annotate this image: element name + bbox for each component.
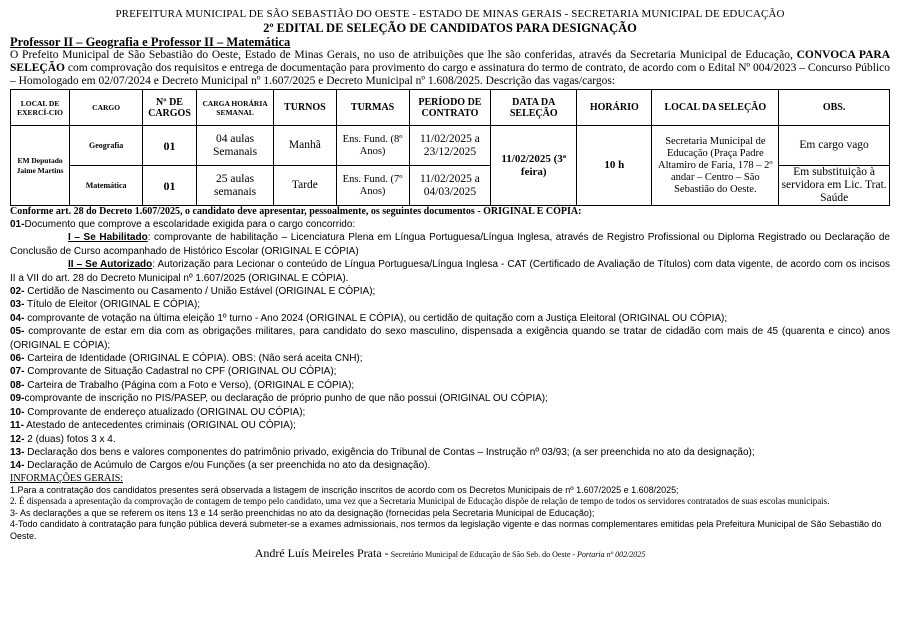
item-number: 11- <box>10 420 24 432</box>
signature-block <box>10 546 890 562</box>
header-data: DATA DA SELEÇÃO <box>491 90 577 126</box>
item-text: Comprovante de endereço atualizado (ORIGINAL OU CÓPIA); <box>24 406 306 418</box>
item-text: Comprovante de Situação Cadastral no CPF (ORIGINAL OU CÓPIA); <box>24 366 337 378</box>
header-num: Nº DE CARGOS <box>143 90 197 126</box>
header-obs: OBS. <box>779 90 890 126</box>
table-row <box>11 126 890 166</box>
item-text: Declaração de Acúmulo de Cargos e/ou Funções (a ser preenchida no ato da designação). <box>24 460 431 472</box>
conforme-statement: Conforme art. 28 do Decreto 1.607/2025, o candidato deve apresentar, pessoalmente, os seguintes documentos - ORIGINAL E CÓPIA: <box>10 206 582 217</box>
cell-turmas: Ens. Fund. (7º Anos) <box>336 166 409 206</box>
document-page <box>10 0 890 562</box>
item-number: 13- <box>10 446 25 458</box>
list-item <box>10 352 890 365</box>
institution-header: PREFEITURA MUNICIPAL DE SÃO SEBASTIÃO DO OESTE - ESTADO DE MINAS GERAIS - SECRETARIA MUNICIPAL DE EDUCAÇÃO <box>115 8 785 20</box>
info-item-3: 3- As declarações a que se referem os itens 13 e 14 serão preenchidas no ato da designação (fornecidas pela Secretaria Municipal de Educação); <box>10 507 595 518</box>
list-item <box>10 446 890 459</box>
list-item <box>10 312 890 325</box>
intro-bold: CONVOCA PARA SELEÇÃO <box>10 49 890 74</box>
cell-num: 01 <box>143 166 197 206</box>
item-number: 08- <box>10 379 25 391</box>
item-text: Carteira de Trabalho (Página com a Foto e Verso), (ORIGINAL E CÓPIA); <box>24 379 355 391</box>
habilitado-label: I – Se Habilitado <box>68 232 148 244</box>
item-number: 02- <box>10 286 25 298</box>
list-item <box>10 325 890 352</box>
item-text: comprovante de votação na última eleição 1º turno - Ano 2024 (ORIGINAL E CÓPIA), ou certidão de quitação com a Justiça Eleitoral (ORIGINAL OU CÓPIA); <box>24 312 728 324</box>
list-item <box>10 419 890 432</box>
item-text: Atestado de antecedentes criminais (ORIGINAL OU CÓPIA); <box>23 420 296 432</box>
item-number: 07- <box>10 366 25 378</box>
list-item <box>10 298 890 311</box>
cell-carga: 25 aulas semanais <box>196 166 273 206</box>
cell-cargo: Geografia <box>70 126 143 166</box>
autorizado-text: : Autorização para Lecionar o conteúdo de Língua Portuguesa/Língua Inglesa - CAT (Certificado de Avaliação de Títulos) com data vigente, de acordo com os incisos II a VII do art. 28 do Decreto Municipal nº 1.607/2025 (ORIGINAL E CÓPIA). <box>10 259 890 284</box>
header-periodo: PERÍODO DE CONTRATO <box>409 90 491 126</box>
cell-num: 01 <box>143 126 197 166</box>
item-text: Declaração dos bens e valores componentes do patrimônio privado, exigência do Tribunal de Contas – Instrução nº 03/93; (a ser preenchida no ato da designação); <box>24 446 755 458</box>
item-number: 03- <box>10 299 25 311</box>
position-heading: Professor II – Geografia e Professor II – Matemática <box>10 35 291 49</box>
info-item-2: 2. É dispensada a apresentação da comprovação de contagem de tempo pelo candidato, uma vez que a Secretaria Municipal de Educação dispõe de relação de tempo de todos os servidores contratados de suas escolas municipais. <box>10 496 830 507</box>
header-local-selecao: LOCAL DA SELEÇÃO <box>652 90 779 126</box>
cell-carga: 04 aulas Semanais <box>196 126 273 166</box>
cell-turno: Tarde <box>274 166 336 206</box>
list-item <box>10 392 890 405</box>
list-item <box>10 459 890 472</box>
cell-obs: Em cargo vago <box>779 126 890 166</box>
header-horario: HORÁRIO <box>577 90 652 126</box>
cell-turmas: Ens. Fund. (8º Anos) <box>336 126 409 166</box>
item-number: 04- <box>10 312 25 324</box>
header-cargo: CARGO <box>70 90 143 126</box>
cell-periodo: 11/02/2025 a 23/12/2025 <box>409 126 491 166</box>
cell-horario: 10 h <box>577 126 652 206</box>
cell-cargo: Matemática <box>70 166 143 206</box>
cell-turno: Manhã <box>274 126 336 166</box>
item-text: Certidão de Nascimento ou Casamento / União Estável (ORIGINAL E CÓPIA); <box>24 286 376 298</box>
list-item <box>10 365 890 378</box>
header-turmas: TURMAS <box>336 90 409 126</box>
list-item <box>10 231 890 258</box>
header-local: LOCAL DE EXERCÍ-CIO <box>11 90 70 126</box>
list-item <box>10 379 890 392</box>
item-number: 12- <box>10 433 25 445</box>
item-number: 14- <box>10 460 25 472</box>
item-text: Carteira de Identidade (ORIGINAL E CÓPIA). OBS: (Não será aceita CNH); <box>24 353 363 365</box>
info-item-4: 4-Todo candidato à contratação para função pública deverá submeter-se a exames admissionais, nos termos da legislação vigente e das normas complementares emitidas pela Prefeitura Municipal de São Sebastião do Oeste. <box>10 519 882 541</box>
documents-list <box>10 218 890 473</box>
vacancies-table <box>10 89 890 206</box>
item-text: Documento que comprove a escolaridade exigida para o cargo concorrido: <box>24 219 356 230</box>
cell-local: EM Deputado Jaime Martins <box>11 126 70 206</box>
intro-text-2: com comprovação dos requisitos e entrega de documentação para provimento do cargo e assinatura do termo de contrato, de acordo com o Edital Nº 004/2023 – Concurso Público – Homologado em 02/07/2024 e Decreto Municipal nº 1.607/2025 e Decreto Municipal nº 1.608/2025. Descrição das vagas/cargos: <box>10 62 891 87</box>
header-turnos: TURNOS <box>274 90 336 126</box>
info-item-1: 1.Para a contratação dos candidatos presentes será observada a listagem de inscrição inscritos de acordo com os Decretos Municipais de nº 1.607/2025 e 1.608/2025; <box>10 484 679 495</box>
item-number: 09- <box>10 393 25 405</box>
list-item <box>10 433 890 446</box>
list-item <box>10 218 890 231</box>
item-number: 06- <box>10 353 25 365</box>
item-text: comprovante de inscrição no PIS/PASEP, ou declaração de próprio punho de que não possui (ORIGINAL OU CÓPIA); <box>24 393 548 405</box>
edital-title: 2º EDITAL DE SELEÇÃO DE CANDIDATOS PARA DESIGNAÇÃO <box>263 21 637 35</box>
item-number: 05- <box>10 326 25 338</box>
list-item <box>10 406 890 419</box>
list-item <box>10 285 890 298</box>
item-text: 2 (duas) fotos 3 x 4. <box>24 433 116 445</box>
autorizado-label: II – Se Autorizado <box>68 259 153 271</box>
item-number: 01- <box>10 219 25 230</box>
intro-text-1: O Prefeito Municipal de São Sebastião do Oeste, Estado de Minas Gerais, no uso de atribuições que lhe são conferidas, através da Secretaria Municipal de Educação, <box>10 49 797 61</box>
list-item <box>10 258 890 285</box>
cell-periodo: 11/02/2025 a 04/03/2025 <box>409 166 491 206</box>
signature-name: André Luís Meireles Prata - <box>254 546 389 561</box>
intro-paragraph <box>10 49 890 88</box>
table-header-row <box>11 90 890 126</box>
cell-local-selecao: Secretaria Municipal de Educação (Praça Padre Altamiro de Faria, 178 – 2º andar – Centro – São Sebastião do Oeste. <box>652 126 779 206</box>
info-title: INFORMAÇÕES GERAIS: <box>10 472 124 484</box>
signature-role: Secretário Municipal de Educação de São Seb. do Oeste - <box>388 550 578 560</box>
cell-data: 11/02/2025 (3ª feira) <box>491 126 577 206</box>
item-text: Título de Eleitor (ORIGINAL E CÓPIA); <box>24 299 201 311</box>
item-number: 10- <box>10 406 25 418</box>
cell-obs: Em substituição à servidora em Lic. Trat. Saúde <box>779 166 890 206</box>
habilitado-text: : comprovante de habilitação – Licenciatura Plena em Língua Portuguesa/Língua Inglesa, através de Registro Profissional ou Diploma Registrado ou Declaração de Conclusão de Curso acompanhado de Histórico Escolar (ORIGINAL E CÓPIA) <box>10 232 890 257</box>
header-carga: CARGA HORÁRIA SEMANAL <box>196 90 273 126</box>
signature-portaria: Portaria nº 002/2025 <box>577 550 646 560</box>
item-text: comprovante de estar em dia com as obrigações militares, para candidato do sexo masculino, dispensada a exigência quando se tratar de cidadão com mais de 45 (quarenta e cinco) anos (ORIGINAL E CÓPIA); <box>10 326 890 351</box>
